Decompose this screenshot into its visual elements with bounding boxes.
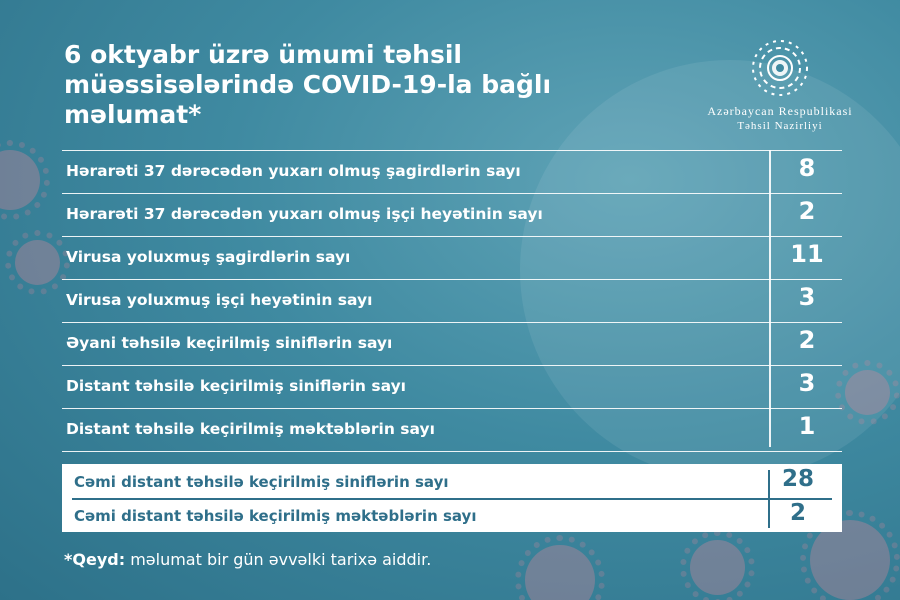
footnote — [64, 550, 431, 569]
page-title: 6 oktyabr üzrə ümumi təhsil müəssisələrində COVID-19-la bağlı məlumat* — [64, 40, 552, 129]
totals-label: Cəmi distant təhsilə keçirilmiş siniflərin sayı — [74, 473, 449, 491]
emblem-icon — [748, 38, 812, 98]
column-divider — [769, 150, 771, 447]
row-value: 3 — [798, 369, 816, 397]
virus-decoration-icon — [525, 545, 595, 600]
row-label: Hərarəti 37 dərəcədən yuxarı olmuş şagirdlərin sayı — [66, 162, 521, 180]
row-label: Virusa yoluxmuş işçi heyətinin sayı — [66, 291, 373, 309]
row-label: Əyani təhsilə keçirilmiş siniflərin sayı — [66, 334, 393, 352]
virus-decoration-icon — [810, 520, 890, 600]
table-row — [62, 194, 842, 237]
row-label: Distant təhsilə keçirilmiş məktəblərin sayı — [66, 420, 435, 438]
table-row — [62, 237, 842, 280]
totals-row — [62, 464, 842, 498]
row-value: 2 — [798, 197, 816, 225]
virus-decoration-icon — [0, 150, 40, 210]
logo-line1: Azərbaycan Respublikasi — [707, 104, 853, 118]
stats-table — [62, 150, 842, 452]
totals-box — [62, 464, 842, 532]
row-value: 1 — [798, 412, 816, 440]
table-row — [62, 409, 842, 452]
totals-row — [62, 498, 842, 532]
row-label: Distant təhsilə keçirilmiş siniflərin sayı — [66, 377, 406, 395]
row-value: 3 — [798, 283, 816, 311]
totals-value: 2 — [789, 500, 806, 526]
row-label: Hərarəti 37 dərəcədən yuxarı olmuş işçi heyətinin sayı — [66, 205, 543, 223]
virus-decoration-icon — [15, 240, 60, 285]
ministry-logo — [690, 38, 870, 132]
row-value: 2 — [798, 326, 816, 354]
footnote-prefix: *Qeyd: — [64, 550, 126, 569]
table-row — [62, 366, 842, 409]
table-row — [62, 323, 842, 366]
totals-value: 28 — [781, 466, 814, 492]
row-value: 8 — [798, 154, 816, 182]
row-label: Virusa yoluxmuş şagirdlərin sayı — [66, 248, 351, 266]
table-row — [62, 150, 842, 194]
virus-decoration-icon — [845, 370, 890, 415]
logo-line2: Təhsil Nazirliyi — [737, 120, 823, 132]
footnote-text: məlumat bir gün əvvəlki tarixə aiddir. — [125, 550, 432, 569]
virus-decoration-icon — [690, 540, 745, 595]
totals-label: Cəmi distant təhsilə keçirilmiş məktəblərin sayı — [74, 507, 477, 525]
table-row — [62, 280, 842, 323]
row-value: 11 — [790, 240, 824, 268]
